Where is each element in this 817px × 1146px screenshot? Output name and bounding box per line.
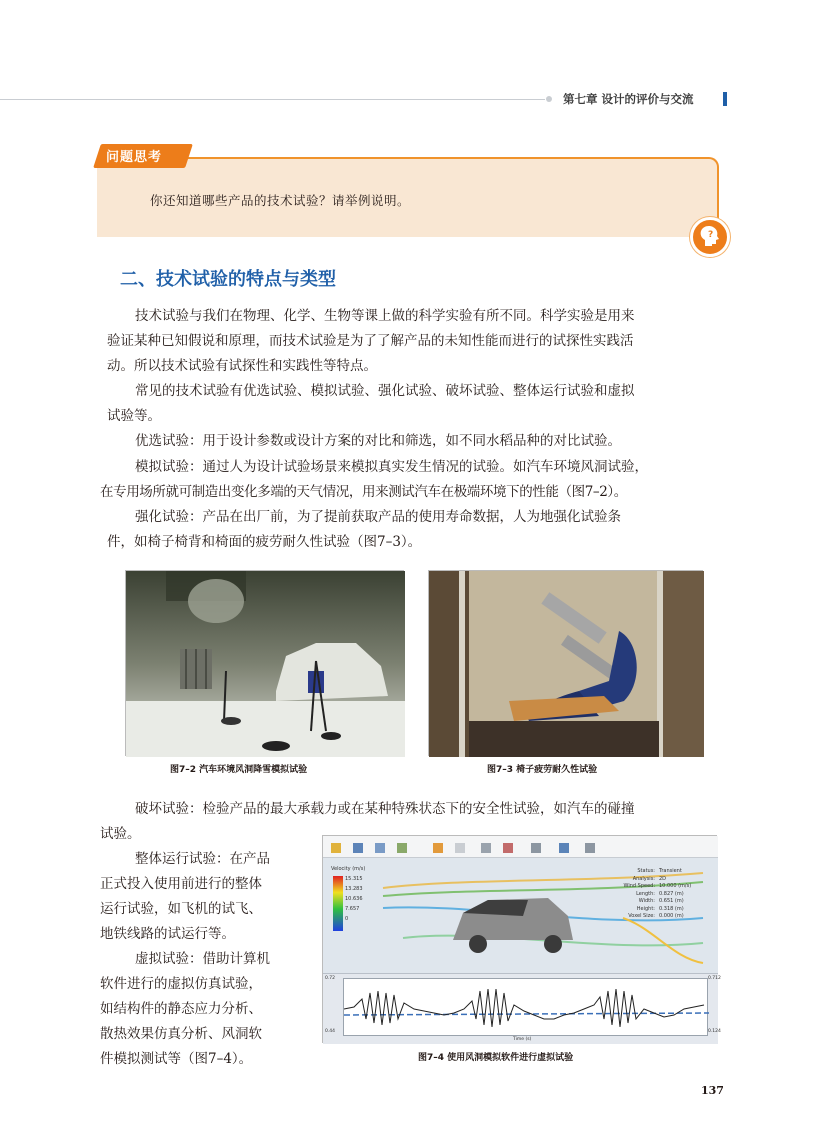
page-number: 137 <box>701 1084 724 1097</box>
paragraph-line: 地铁线路的试运行等。 <box>100 926 235 942</box>
figure-snow-tunnel-photo <box>125 570 404 756</box>
software-toolbar <box>323 836 718 858</box>
paragraph-line: 强化试验：产品在出厂前，为了提前获取产品的使用寿命数据，人为地强化试验条 <box>135 509 621 525</box>
paragraph-line: 动。所以技术试验有试探性和实践性等特点。 <box>107 358 377 374</box>
paragraph-line: 破坏试验：检验产品的最大承载力或在某种特殊状态下的安全性试验，如汽车的碰撞 <box>135 801 635 817</box>
status-labels: Status: Analysis: Wind Speed: Length: Width: Height: Voxel Size: <box>623 868 655 919</box>
header-dot <box>546 96 552 102</box>
chart-axis-label: 0.72 <box>325 976 336 981</box>
figure-wind-tunnel-software <box>322 835 721 1043</box>
paragraph-line: 在专用场所就可制造出变化多端的天气情况，用来测试汽车在极端环境下的性能（图7–2）。 <box>100 484 627 500</box>
paragraph-line: 常见的技术试验有优选试验、模拟试验、强化试验、破坏试验、整体运行试验和虚拟 <box>135 383 635 399</box>
thinking-head-icon <box>690 217 730 257</box>
svg-text:?: ? <box>708 230 714 240</box>
figure-chair-test-photo <box>428 570 703 756</box>
legend-values: 15.315 13.283 10.636 7.657 0 <box>345 876 363 922</box>
figure-caption: 图7–2 汽车环境风洞降雪模拟试验 <box>170 765 308 775</box>
paragraph-line: 试验等。 <box>107 408 161 424</box>
chart-axis-label: 0.124 <box>708 1029 721 1034</box>
chart-axis-label: 0.44 <box>325 1029 336 1034</box>
legend-title: Velocity (m/s) <box>331 866 366 872</box>
header-rule <box>0 99 545 100</box>
figure-caption: 图7–4 使用风洞模拟软件进行虚拟试验 <box>418 1053 574 1063</box>
paragraph-line: 散热效果仿真分析、风洞软 <box>100 1026 262 1042</box>
question-tab-label: 问题思考 <box>106 150 163 165</box>
paragraph-line: 如结构件的静态应力分析、 <box>100 1001 262 1017</box>
paragraph-line: 模拟试验：通过人为设计试验场景来模拟真实发生情况的试验。如汽车环境风洞试验， <box>135 459 648 475</box>
status-values: Transient 2D 10.000 (m/s) 0.827 (m) 0.651 (m) 0.318 (m) 0.000 (m) <box>659 868 692 919</box>
chart-plot-area <box>343 978 708 1036</box>
paragraph-line: 正式投入使用前进行的整体 <box>100 876 262 892</box>
simulation-viewport <box>323 858 718 973</box>
paragraph-line: 技术试验与我们在物理、化学、生物等课上做的科学实验有所不同。科学实验是用来 <box>135 308 635 324</box>
paragraph-line: 虚拟试验：借助计算机 <box>135 951 270 967</box>
chart-x-label: Time (s) <box>513 1037 532 1042</box>
chapter-marker <box>723 92 727 106</box>
paragraph-line: 优选试验：用于设计参数或设计方案的对比和筛选，如不同水稻品种的对比试验。 <box>135 433 621 449</box>
chapter-title: 第七章 设计的评价与交流 <box>563 92 694 106</box>
question-text: 你还知道哪些产品的技术试验？请举例说明。 <box>150 193 411 208</box>
paragraph-line: 试验。 <box>100 826 141 842</box>
section-title: 二、技术试验的特点与类型 <box>120 269 336 290</box>
chart-axis-label: 0.712 <box>708 976 721 981</box>
paragraph-line: 整体运行试验：在产品 <box>135 851 270 867</box>
paragraph-line: 验证某种已知假说和原理，而技术试验是为了了解产品的未知性能而进行的试探性实践活 <box>107 333 634 349</box>
paragraph-line: 件模拟测试等（图7–4）。 <box>100 1051 253 1067</box>
force-history-chart <box>323 973 721 1044</box>
paragraph-line: 运行试验，如飞机的试飞、 <box>100 901 262 917</box>
paragraph-line: 软件进行的虚拟仿真试验， <box>100 976 262 992</box>
paragraph-line: 件，如椅子椅背和椅面的疲劳耐久性试验（图7–3）。 <box>107 534 422 550</box>
figure-caption: 图7–3 椅子疲劳耐久性试验 <box>487 765 598 775</box>
